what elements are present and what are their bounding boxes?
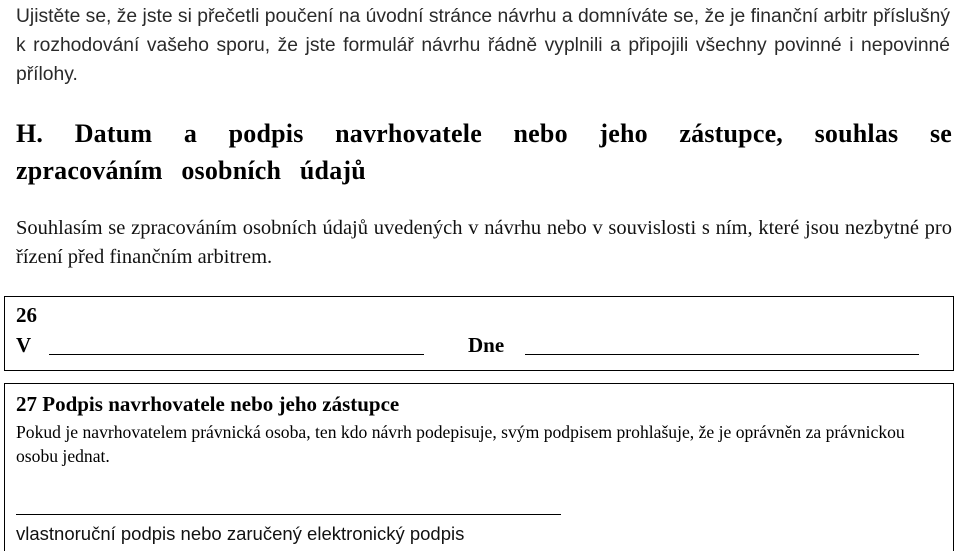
signature-caption: vlastnoruční podpis nebo zaručený elektronický podpis: [16, 523, 465, 544]
signature-field-box: [4, 383, 954, 551]
field-number-26: 26: [16, 303, 37, 327]
place-input-line[interactable]: [49, 354, 424, 355]
date-input-line[interactable]: [525, 354, 919, 355]
section-h-heading: H. Datum a podpis navrhovatele nebo jeho zástupce, souhlas se zpracováním osobních údajů: [16, 119, 952, 185]
place-label: V: [16, 333, 32, 357]
personal-data-consent-text: Souhlasím se zpracováním osobních údajů uvedených v návrhu nebo v souvislosti s ním, které jsou nezbytné pro řízení před finančním arbitrem.: [16, 217, 952, 268]
legal-entity-signature-note: Pokud je navrhovatelem právnická osoba, ten kdo návrh podepisuje, svým podpisem prohlašuje, že je oprávněn za právnickou osobu jednat.: [16, 422, 905, 466]
signature-line[interactable]: [16, 514, 561, 515]
signature-field-heading: 27 Podpis navrhovatele nebo jeho zástupce: [16, 392, 400, 416]
place-and-date-field-box: [4, 296, 954, 371]
intro-paragraph: Ujistěte se, že jste si přečetli poučení na úvodní stránce návrhu a domníváte se, že je finanční arbitr příslušný k rozhodování vašeho sporu, že jste formulář návrhu řádně vyplnili a připojili všechny povinné i nepovinné přílohy.: [16, 6, 950, 85]
date-label: Dne: [468, 333, 505, 357]
